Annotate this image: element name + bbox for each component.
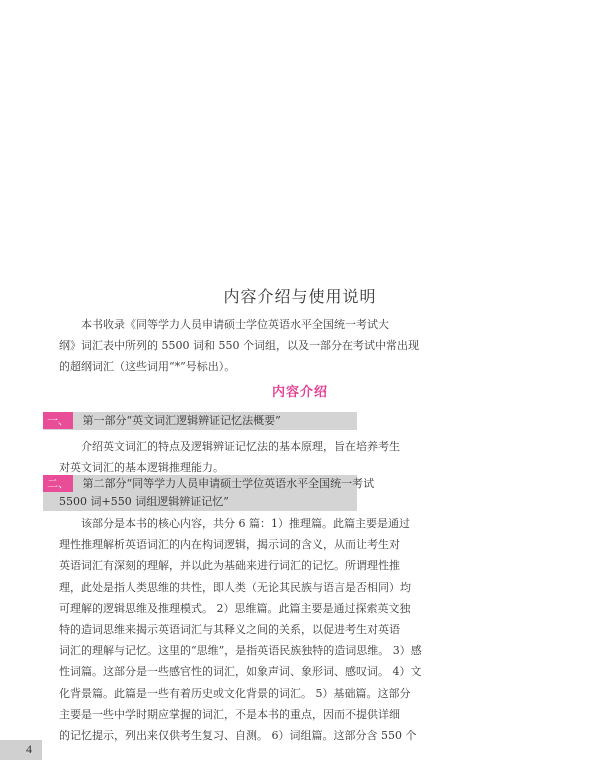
part2-body-line: 词汇的理解与记忆。这里的“思维”，是指英语民族独特的造词思维。 3）感: [59, 644, 422, 658]
part2-body: [59, 513, 422, 746]
part1-heading-text: 第一部分“英文词汇逻辑辨证记忆法概要”: [82, 414, 281, 427]
intro-line: 纲》词汇表中所列的 5500 词和 550 个词组，以及一部分在考试中常出现: [59, 339, 419, 353]
part1-body-line: 对英文词汇的基本逻辑推理能力。: [59, 461, 224, 475]
part2-body-line: 可理解的逻辑思维及推理模式。 2）思维篇。此篇主要是通过探索英文独: [59, 601, 411, 615]
section-title: 内容介绍: [271, 385, 328, 400]
part2-body-line: 理，此处是指人类思维的共性，即人类（无论其民族与语言是否相同）均: [59, 580, 411, 594]
part2-body-line: 主要是一些中学时期应掌握的词汇，不是本书的重点，因而不提供详细: [59, 707, 400, 721]
part2-body-line: 的记忆提示，列出来仅供考生复习、自测。 6）词组篇。这部分含 550 个: [59, 729, 417, 743]
part2-body-line: 理性推理解析英语词汇的内在构词逻辑，揭示词的含义，从而让考生对: [59, 538, 400, 552]
part1-number: 一、: [43, 412, 73, 429]
page-title: 内容介绍与使用说明: [223, 287, 377, 306]
page-number: 4: [26, 742, 32, 756]
intro-paragraph: [59, 314, 419, 378]
part1-body-line: 介绍英文词汇的特点及逻辑辨证记忆法的基本原理，旨在培养考生: [81, 440, 400, 453]
part2-heading: [43, 475, 375, 511]
page-number-box: [0, 740, 42, 760]
part2-body-line: 该部分是本书的核心内容，共分 6 篇：1）推理篇。此篇主要是通过: [81, 517, 410, 530]
part2-heading-line: 5500 词+550 词组逻辑辨证记忆”: [59, 495, 229, 508]
intro-line: 本书收录《同等学力人员申请硕士学位英语水平全国统一考试大: [81, 318, 389, 331]
part1-heading: [43, 412, 357, 430]
part2-body-line: 化背景篇。此篇是一些有着历史或文化背景的词汇。 5）基础篇。这部分: [59, 686, 411, 700]
intro-line: 的超纲词汇（这些词用“*”号标出）。: [59, 360, 236, 374]
part2-heading-line: 第二部分“同等学力人员申请硕士学位英语水平全国统一考试: [82, 477, 375, 490]
part2-body-line: 特的造词思维来揭示英语词汇与其释义之间的关系，以促进考生对英语: [59, 623, 400, 637]
part2-number: 二、: [43, 475, 73, 492]
part1-body: [59, 436, 400, 478]
part2-body-line: 性词篇。这部分是一些感官性的词汇，如象声词、象形词、感叹词。 4）文: [59, 665, 422, 679]
part2-body-line: 英语词汇有深刻的理解，并以此为基础来进行词汇的记忆。所谓理性推: [59, 559, 400, 573]
